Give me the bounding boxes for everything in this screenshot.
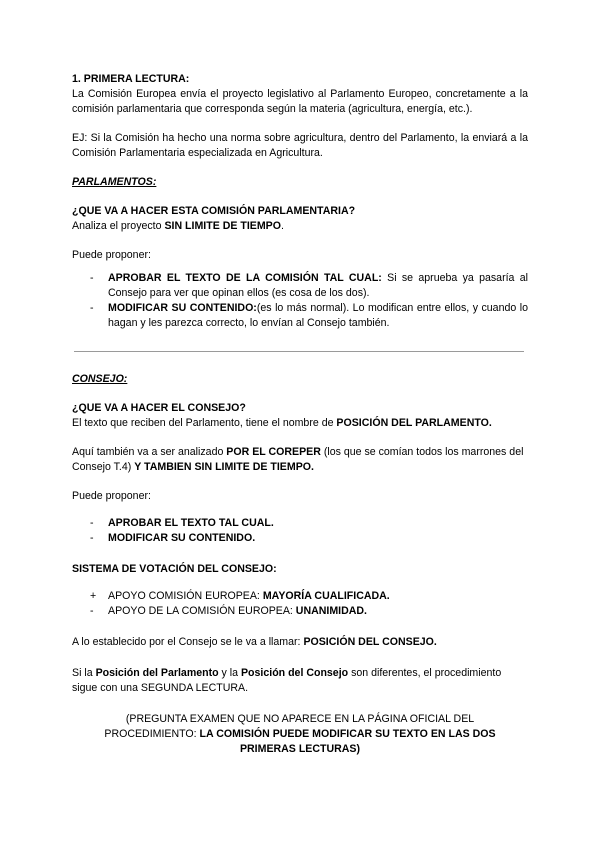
list-item: - MODIFICAR SU CONTENIDO.: [90, 532, 256, 544]
list-item: + APOYO COMISIÓN EUROPEA: MAYORÍA CUALIFICADA.: [90, 590, 390, 602]
paragraph-analiza: Analiza el proyecto SIN LIMITE DE TIEMPO.: [72, 220, 284, 232]
paragraph-example: EJ: Si la Comisión ha hecho una norma sobre agricultura, dentro del Parlamento, la enviará a la Comisión Parlamentaria especializada en Agricultura.: [72, 132, 528, 159]
paragraph-coreper: Aquí también va a ser analizado POR EL COREPER (los que se comían todos los marrones del Consejo T.4) Y TAMBIEN SIN LIMITE DE TIEMPO.: [72, 446, 524, 473]
paragraph-texto: El texto que reciben del Parlamento, tiene el nombre de POSICIÓN DEL PARLAMENTO.: [72, 417, 492, 429]
heading-consejo: CONSEJO:: [72, 373, 128, 385]
paragraph-posicion-consejo: A lo establecido por el Consejo se le va a llamar: POSICIÓN DEL CONSEJO.: [72, 636, 437, 648]
consejo-options-list: [72, 516, 528, 546]
parlamento-options-list: [72, 271, 528, 331]
question-consejo: ¿QUE VA A HACER EL CONSEJO?: [72, 402, 246, 414]
paragraph-intro: La Comisión Europea envía el proyecto legislativo al Parlamento Europeo, concretamente a la comisión parlamentaria que corresponda según la materia (agricultura, energía, etc.).: [72, 88, 528, 115]
heading-sistema-votacion: SISTEMA DE VOTACIÓN DEL CONSEJO:: [72, 563, 277, 575]
question-comision: ¿QUE VA A HACER ESTA COMISIÓN PARLAMENTARIA?: [72, 205, 356, 217]
puede-proponer-label: Puede proponer:: [72, 249, 151, 261]
list-item: - APOYO DE LA COMISIÓN EUROPEA: UNANIMIDAD.: [90, 605, 368, 617]
exam-note: (PREGUNTA EXAMEN QUE NO APARECE EN LA PÁGINA OFICIAL DEL PROCEDIMIENTO: LA COMISIÓN PUEDE MODIFICAR SU TEXTO EN LAS DOS PRIMERAS LECTURAS): [104, 713, 496, 755]
heading-parlamentos: PARLAMENTOS:: [72, 176, 157, 188]
puede-proponer-label: Puede proponer:: [72, 490, 151, 502]
votacion-list: [72, 589, 528, 619]
list-item: - APROBAR EL TEXTO TAL CUAL.: [90, 517, 274, 529]
document-page: [72, 72, 528, 757]
paragraph-segunda-lectura: Si la Posición del Parlamento y la Posición del Consejo son diferentes, el procedimiento sigue con una SEGUNDA LECTURA.: [72, 667, 502, 694]
list-item: - APROBAR EL TEXTO DE LA COMISIÓN TAL CUAL: Si se aprueba ya pasaría al Consejo para ver que opinan ellos (es cosa de los dos).: [90, 272, 528, 299]
list-item: - MODIFICAR SU CONTENIDO:(es lo más normal). Lo modifican entre ellos, y cuando lo hagan y les parezca correcto, lo envían al Consejo también.: [90, 302, 529, 329]
heading-primera-lectura: 1. PRIMERA LECTURA:: [72, 73, 190, 85]
